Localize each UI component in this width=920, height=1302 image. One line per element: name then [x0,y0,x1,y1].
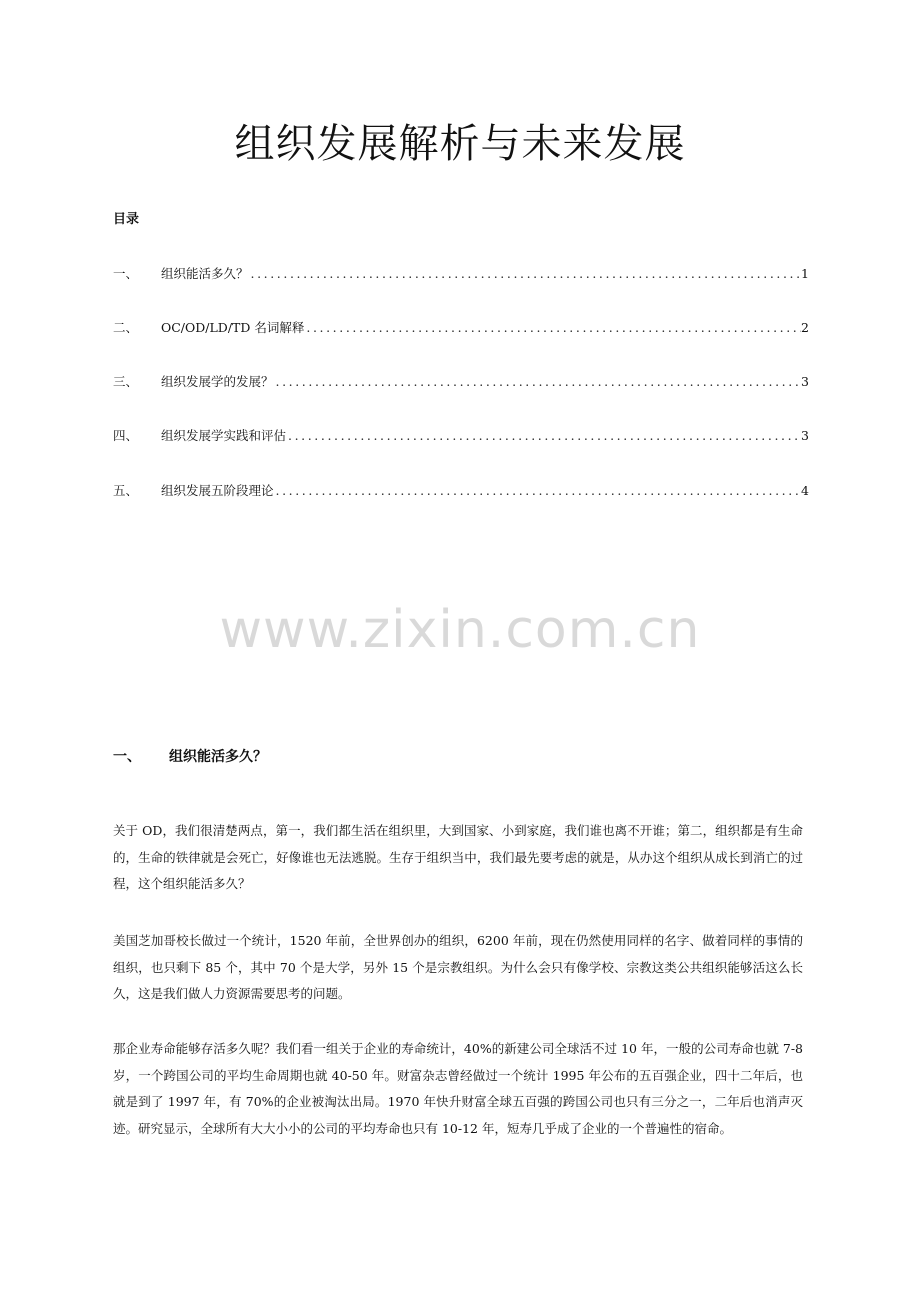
toc-entry[interactable] [113,481,809,501]
toc-leader-dots [286,428,801,443]
toc-leader-dots [274,483,802,498]
toc-entry[interactable] [113,372,809,392]
watermark: www.zixin.com.cn [219,600,701,660]
section-heading [113,746,267,766]
toc-entry-number: 二、 [113,320,139,335]
toc-entry[interactable] [113,426,809,446]
toc-entry[interactable] [113,318,809,338]
toc-entry-number: 一、 [113,266,139,281]
toc-entry-page: 1 [801,266,809,281]
toc-entry-page: 3 [801,374,809,389]
section-number: 一、 [113,749,141,765]
toc-entry[interactable] [113,264,809,284]
section-title: 组织能活多久？ [169,749,267,765]
document-title: 组织发展解析与未来发展 [234,121,686,167]
toc-entry-page: 4 [801,483,809,498]
toc-entry-label: 组织发展学实践和评估 [161,428,287,443]
toc-entry-label: OC/OD/LD/TD 名词解释 [161,320,305,335]
toc-heading: 目录 [113,212,140,227]
toc-leader-dots [249,266,802,281]
toc-leader-dots [304,320,801,335]
toc-entry-page: 2 [801,320,809,335]
body-paragraph: 美国芝加哥校长做过一个统计，1520 年前，全世界创办的组织，6200 年前，现在仍然使用同样的名字、做着同样的事情的组织，也只剩下 85 个，其中 70 个是大学，另外 15 个是宗教组织。为什么会只有像学校、宗教这类公共组织能够活这么长久，这是我们做人力资源需要思考的问题。 [113,933,803,1001]
toc-entry-number: 三、 [113,374,139,389]
toc-leader-dots [274,374,802,389]
toc-entry-number: 五、 [113,483,139,498]
toc-entry-label: 组织能活多久？ [161,266,249,281]
toc-entry-page: 3 [801,428,809,443]
toc-entry-label: 组织发展五阶段理论 [161,483,274,498]
body-paragraph: 关于 OD，我们很清楚两点，第一，我们都生活在组织里，大到国家、小到家庭，我们谁也离不开谁；第二，组织都是有生命的，生命的铁律就是会死亡，好像谁也无法逃脱。生存于组织当中，我们最先要考虑的就是，从办这个组织从成长到消亡的过程，这个组织能活多久？ [113,823,803,891]
toc-entry-number: 四、 [113,428,139,443]
toc-entry-label: 组织发展学的发展？ [161,374,274,389]
body-paragraph: 那企业寿命能够存活多久呢？我们看一组关于企业的寿命统计，40%的新建公司全球活不过 10 年，一般的公司寿命也就 7-8 岁，一个跨国公司的平均生命周期也就 40-50 年。财富杂志曾经做过一个统计 1995 年公布的五百强企业，四十二年后，也就是到了 1997 年，有 70%的企业被淘汰出局。1970 年快升财富全球五百强的跨国公司也只有三分之一，二年后也消声灭迹。研究显示，全球所有大大小小的公司的平均寿命也只有 10-12 年，短寿几乎成了企业的一个普遍性的宿命。 [113,1041,803,1136]
